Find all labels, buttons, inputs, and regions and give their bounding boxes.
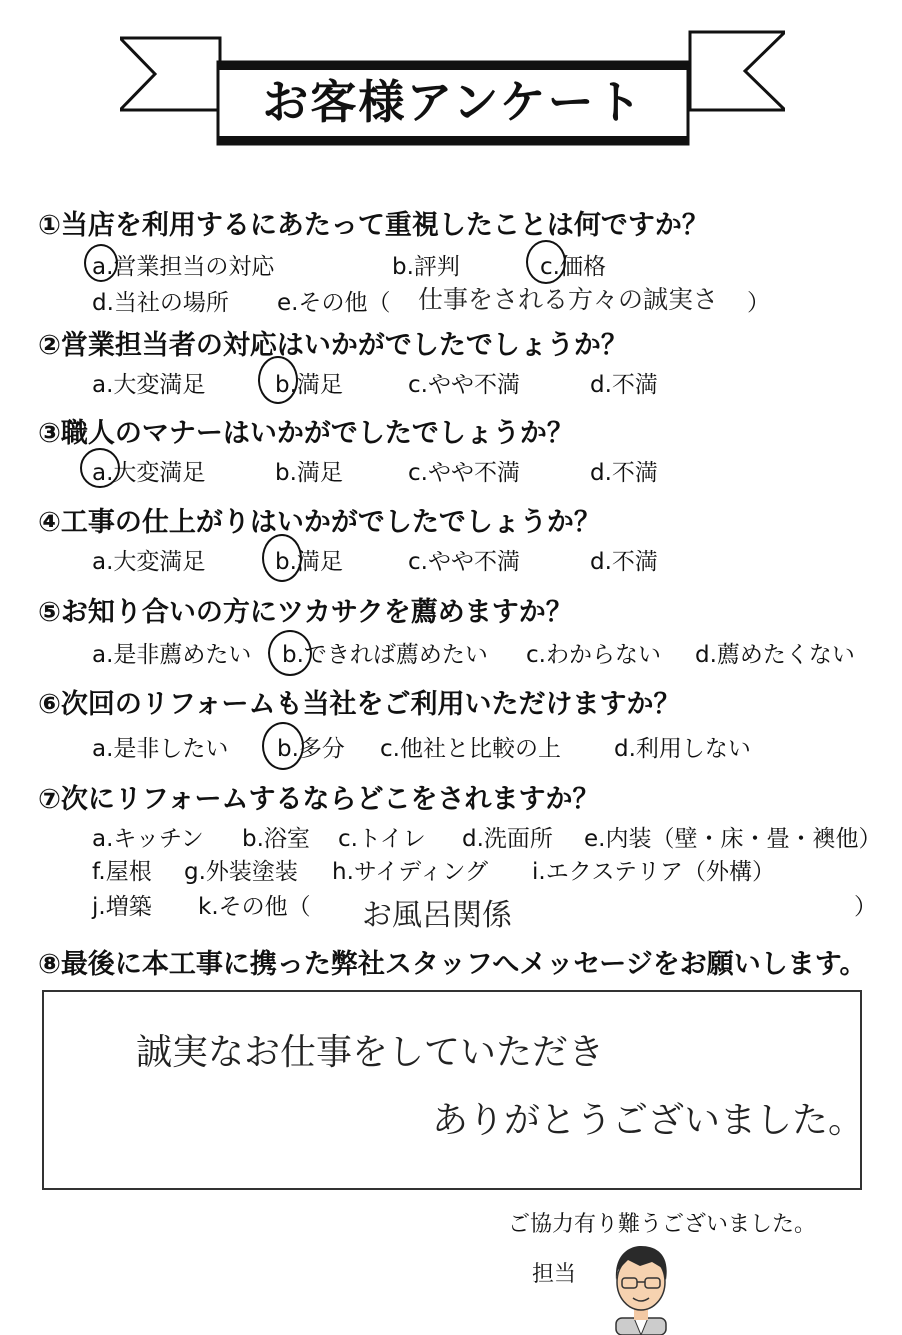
- q6-option-a: a.是非したい: [92, 736, 229, 762]
- page-title: お客様アンケート: [262, 75, 644, 129]
- q5-option-a: a.是非薦めたい: [92, 642, 252, 668]
- question-2: ②営業担当者の対応はいかがでしたでしょうか？: [38, 330, 628, 361]
- question-3: ③職人のマナーはいかがでしたでしょうか？: [38, 418, 574, 449]
- question-4: ④工事の仕上がりはいかがでしたでしょうか？: [38, 507, 601, 538]
- q6-option-d: d.利用しない: [614, 736, 751, 762]
- q3-option-a: a.大変満足: [92, 460, 206, 486]
- q7-other-answer: お風呂関係: [362, 898, 512, 933]
- q2-option-a: a.大変満足: [92, 372, 206, 398]
- question-8: ⑧最後に本工事に携った弊社スタッフへメッセージをお願いします。: [38, 949, 867, 980]
- q2-option-d: d.不満: [590, 372, 658, 398]
- q4-option-d: d.不満: [590, 549, 658, 575]
- q7-option-k-close: ）: [854, 894, 877, 920]
- q1-option-e-close: ）: [747, 290, 770, 316]
- q7-option-a: a.キッチン: [92, 826, 204, 852]
- q7-options-row1: [92, 820, 882, 852]
- q7-options-row2: [92, 853, 872, 883]
- q7-option-d: d.洗面所: [462, 826, 553, 852]
- q3-option-c: c.やや不満: [408, 460, 520, 486]
- q1-a-circle-mark: [84, 244, 118, 282]
- q6-option-c: c.他社と比較の上: [380, 736, 561, 762]
- q6-options: [92, 730, 792, 760]
- q2-b-circle-mark: [258, 356, 298, 404]
- q4-b-circle-mark: [262, 534, 302, 582]
- q2-option-c: c.やや不満: [408, 372, 520, 398]
- q7-option-g: g.外装塗装: [184, 859, 298, 885]
- q4-option-b: b.満足: [275, 549, 343, 575]
- message-line-1: 誠実なお仕事をしていただき: [136, 1032, 605, 1073]
- q5-option-b: b.できれば薦めたい: [282, 642, 488, 668]
- q7-option-i: i.エクステリア（外構）: [532, 859, 776, 885]
- q3-option-b: b.満足: [275, 460, 343, 486]
- q7-option-c: c.トイレ: [338, 826, 426, 852]
- q5-options: [92, 636, 872, 666]
- q1-other-answer: 仕事をされる方々の誠実さ: [418, 285, 719, 314]
- q2-options: [92, 366, 792, 396]
- message-line-2: ありがとうございました。: [432, 1100, 865, 1141]
- staff-label: 担当: [532, 1262, 577, 1287]
- q7-option-j: j.増築: [92, 894, 152, 920]
- q1-option-b: b.評判: [392, 254, 460, 280]
- q3-a-circle-mark: [80, 448, 120, 488]
- q7-option-f: f.屋根: [92, 859, 152, 885]
- q1-options-row1: [92, 248, 792, 278]
- question-5: ⑤お知り合いの方にツカサクを薦めますか？: [38, 597, 573, 628]
- q1-option-e: e.その他（: [277, 290, 391, 316]
- question-6: ⑥次回のリフォームも当社をご利用いただけますか？: [38, 689, 681, 720]
- q4-options: [92, 543, 792, 573]
- q6-b-circle-mark: [262, 722, 304, 770]
- q2-option-b: b.満足: [275, 372, 343, 398]
- thanks-text: ご協力有り難うございました。: [508, 1212, 817, 1237]
- q5-option-d: d.薦めたくない: [695, 642, 855, 668]
- q6-option-b: b.多分: [277, 736, 345, 762]
- q7-option-b: b.浴室: [242, 826, 310, 852]
- staff-avatar: [604, 1240, 678, 1335]
- q7-option-e: e.内装（壁・床・畳・襖他）: [584, 826, 882, 852]
- q3-options: [92, 454, 792, 484]
- q7-option-k: k.その他（: [198, 894, 311, 920]
- q7-option-h: h.サイディング: [332, 859, 488, 885]
- q1-c-circle-mark: [526, 240, 566, 284]
- q4-option-c: c.やや不満: [408, 549, 520, 575]
- q1-option-a: a.営業担当の対応: [92, 254, 275, 280]
- q5-option-c: c.わからない: [526, 642, 661, 668]
- message-box: [42, 990, 865, 1190]
- q1-option-c: c.価格: [540, 254, 606, 280]
- question-1: ①当店を利用するにあたって重視したことは何ですか？: [38, 210, 709, 241]
- q4-option-a: a.大変満足: [92, 549, 206, 575]
- q1-option-d: d.当社の場所: [92, 290, 229, 316]
- q5-b-circle-mark: [268, 630, 312, 676]
- q3-option-d: d.不満: [590, 460, 658, 486]
- question-7: ⑦次にリフォームするならどこをされますか？: [38, 784, 600, 815]
